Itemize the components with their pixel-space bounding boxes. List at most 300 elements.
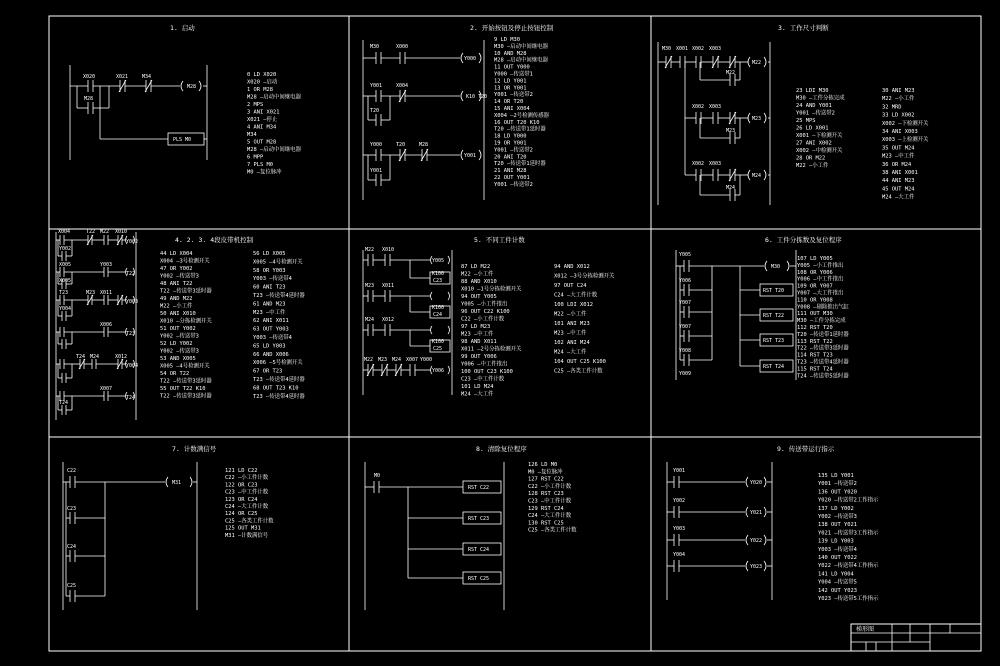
p5-coil: K100 (432, 271, 445, 277)
p9-contact: Y001 (673, 468, 686, 474)
instruction-line: X010 —分拣检测开关 (160, 318, 212, 325)
instruction-line: Y001 —传送带2 (818, 481, 857, 488)
instruction-line: 0 LD X020 (247, 72, 277, 78)
instruction-line: 107 LD Y005 (797, 256, 833, 262)
p2-contact: Y001 (370, 168, 383, 174)
p2-contact: T20 (370, 108, 380, 114)
p4-contact: X006 (100, 322, 113, 328)
instruction-line: 67 OR T23 (253, 368, 283, 375)
instruction-line: 110 OR Y008 (797, 297, 833, 304)
p6-coil: RST T24 (763, 364, 785, 370)
panel-4-ladder (56, 232, 139, 420)
p4-contact: X005 (59, 262, 72, 268)
instruction-line: X020 —启动 (247, 79, 278, 86)
instruction-line: X012 —3号分拣检测开关 (554, 273, 615, 280)
instruction-line: 44 LD X004 (160, 251, 193, 257)
p7-coil: M31 (172, 480, 182, 486)
p2-coil: Y001 (464, 153, 477, 159)
instruction-line: 142 OUT Y023 (818, 587, 857, 594)
instruction-line: 97 LD M23 (461, 324, 491, 330)
instruction-line: Y022 —传送带4工作指示 (818, 563, 879, 570)
p4-coil: Y002 (126, 239, 139, 245)
instruction-line: X006 —5号检测开关 (253, 360, 303, 367)
p4-instruction-list (253, 251, 305, 400)
instruction-line: 68 OUT T23 K10 (253, 385, 299, 392)
p2-contact: X000 (396, 44, 409, 50)
instruction-line: M34 (247, 132, 257, 138)
p2-contact: Y000 (370, 142, 383, 148)
instruction-line: 115 RST T24 (797, 366, 833, 373)
p4-contact: T24 (76, 354, 86, 360)
p4-contact: X012 (115, 354, 128, 360)
instruction-line: C23 —中工件计数 (225, 489, 269, 496)
instruction-line: X004 —2号检测传感器 (494, 112, 550, 119)
instruction-line: M31 —计数满信号 (225, 532, 269, 539)
instruction-line: 114 RST T23 (797, 352, 833, 359)
p9-coil: Y020 (750, 480, 763, 486)
instruction-line: 113 RST T22 (797, 338, 833, 345)
instruction-line: Y000 —传送带1 (494, 71, 533, 78)
p3-contact: X003 (709, 104, 722, 110)
p5-coil: C25 (433, 346, 443, 352)
instruction-line: Y002 —传送带3 (818, 514, 857, 520)
p6-contact: Y008 (679, 348, 692, 354)
p4-contact: X005 (59, 278, 72, 284)
instruction-line: X011 —2号分拣检测开关 (461, 346, 522, 353)
p3-instruction-list (882, 88, 929, 201)
p3-coil: M23 (752, 116, 762, 122)
instruction-line: C22 —小工件计数 (461, 316, 505, 323)
p5-instruction-list (554, 264, 615, 375)
p2-coil: K10 T20 (466, 94, 488, 100)
p2-contact: M28 (419, 142, 429, 148)
p3-contact: X002 (692, 161, 705, 167)
p4-contact: M22 (100, 229, 110, 235)
instruction-line: 124 OR C25 (225, 511, 258, 518)
instruction-line: 94 OUT Y005 (461, 294, 497, 300)
instruction-line: 18 LD Y000 (494, 133, 527, 140)
p5-coil: K100 (432, 305, 445, 311)
instruction-line: 63 OUT Y003 (253, 326, 289, 333)
instruction-line: T23 —传送带4延时器 (253, 293, 305, 299)
p7-instruction-list (225, 468, 274, 539)
instruction-line: M28 —启动中间继电器 (494, 57, 548, 64)
instruction-line: C25 —各类工件计数 (554, 368, 603, 375)
instruction-line: M28 —启动中间继电器 (247, 147, 301, 153)
instruction-line: 47 OR Y002 (160, 266, 193, 272)
p4-contact: M23 (86, 290, 96, 296)
instruction-line: M23 —中工件 (461, 331, 494, 338)
instruction-line: Y003 —传送带4 (253, 276, 292, 283)
instruction-line: X005 —4号检测开关 (253, 259, 303, 266)
instruction-line: 14 OR T20 (494, 99, 524, 106)
p8-coil: RST C23 (468, 516, 490, 522)
p5-contact: M24 (365, 317, 375, 323)
instruction-line: M22 —小工件 (882, 96, 915, 103)
p2-contact: M30 (370, 44, 380, 50)
instruction-line: 1 OR M28 (247, 87, 273, 93)
p9-contact: Y002 (673, 498, 686, 504)
instruction-line: 56 LD X005 (253, 251, 286, 257)
instruction-line: 32 MRD (882, 104, 902, 111)
p9-coil: Y021 (750, 510, 763, 516)
p9-coil: Y022 (750, 538, 763, 544)
p6-contact: Y007 (679, 324, 692, 330)
instruction-line: 26 LD X001 (796, 125, 829, 132)
instruction-line: Y002 —传送带3 (160, 273, 199, 280)
p4-contact: Y004 (59, 306, 72, 312)
p3-coil: M24 (752, 173, 762, 179)
p4-coil: T22 (126, 271, 136, 277)
p4-contact: X007 (100, 386, 113, 392)
instruction-line: M22 —小工件 (796, 163, 829, 169)
instruction-line: M28 —启动中间继电器 (247, 94, 301, 101)
p6-coil: RST T23 (763, 338, 785, 344)
instruction-line: C23 —中工件计数 (528, 498, 572, 505)
p4-instruction-list (160, 251, 212, 400)
instruction-line: C25 —各类工件计数 (225, 518, 274, 525)
p7-contact: C22 (67, 468, 77, 474)
p6-coil: RST T22 (763, 313, 785, 319)
p5-coil: C23 (433, 278, 443, 284)
instruction-line: 141 LD Y004 (818, 571, 854, 578)
instruction-line: 11 OUT Y000 (494, 64, 530, 71)
p5-contact: M24 (392, 357, 402, 363)
instruction-line: Y006 —中工件推出 (797, 276, 844, 283)
instruction-line: T22 —传送带3延时器 (160, 393, 212, 400)
instruction-line: T23 —传送带4延时器 (797, 359, 849, 366)
instruction-line: Y003 —传送带4 (818, 546, 857, 553)
instruction-line: 127 RST C22 (528, 476, 564, 483)
instruction-line: X001 —下检测开关 (796, 133, 843, 139)
p6-coil: RST T20 (763, 288, 785, 294)
instruction-line: M23 —中工件 (253, 309, 286, 316)
instruction-line: T24 —传送带5延时器 (797, 373, 849, 380)
p1-contact: M34 (142, 74, 152, 80)
instruction-line: Y006 —中工件推出 (461, 361, 508, 368)
instruction-line: 55 OUT T22 K10 (160, 386, 206, 392)
instruction-line: 28 OR M22 (796, 155, 826, 162)
instruction-line: 58 OR Y003 (253, 267, 286, 274)
instruction-line: 12 LD Y001 (494, 78, 527, 85)
instruction-line: 112 RST T20 (797, 325, 833, 331)
instruction-line: Y008 —剔除推出气缸 (797, 304, 849, 311)
p5-coil: C24 (433, 312, 443, 318)
instruction-line: 16 OUT T20 K10 (494, 119, 540, 126)
instruction-line: 98 AND X011 (461, 339, 497, 345)
instruction-line: 49 AND M22 (160, 296, 193, 302)
instruction-line: M0 —复位脉冲 (247, 169, 282, 176)
instruction-line: 52 LD Y002 (160, 341, 193, 347)
p7-contact: C25 (67, 583, 77, 589)
instruction-line: 5 OUT M28 (247, 139, 277, 146)
instruction-line: 140 OUT Y022 (818, 555, 857, 561)
instruction-line: 62 ANI X011 (253, 318, 289, 325)
instruction-line: 135 LD Y001 (818, 473, 854, 479)
instruction-line: X005 —4号检测开关 (160, 363, 210, 370)
instruction-line: C22 —小工件计数 (225, 475, 269, 482)
instruction-line: X002 —中检测开关 (796, 148, 843, 154)
p3-contact: X002 (692, 104, 705, 110)
p3-contact: M24 (726, 185, 736, 191)
instruction-line: T23 —传送带4延时器 (253, 393, 305, 400)
instruction-line: 33 LD X002 (882, 112, 915, 119)
instruction-line: 45 OUT M24 (882, 186, 915, 193)
instruction-line: 51 OUT Y002 (160, 326, 196, 332)
instruction-line: Y007 —大工件推出 (797, 290, 844, 297)
instruction-line: Y021 —传送带3工作指示 (818, 530, 879, 537)
instruction-line: Y005 —小工件推出 (461, 301, 508, 308)
instruction-line: Y004 —传送带5 (818, 579, 857, 586)
instruction-line: 100 LDI X012 (554, 302, 593, 308)
instruction-line: 100 OUT C23 K100 (461, 369, 513, 375)
p3-instruction-list (796, 88, 845, 169)
p5-contact: M23 (378, 357, 388, 363)
p3-contact: X003 (709, 161, 722, 167)
p8-coil: RST C22 (468, 485, 490, 491)
p3-contact: M30 (662, 46, 672, 52)
instruction-line: C24 —大工件计数 (528, 513, 572, 520)
instruction-line: 23 LDI M30 (796, 88, 829, 94)
instruction-line: T22 —传送带3延时器 (797, 345, 849, 352)
p2-instruction-list (494, 37, 550, 188)
p4-coil: T24 (126, 395, 136, 401)
instruction-line: 94 AND X012 (554, 264, 590, 270)
instruction-line: 61 AND M23 (253, 301, 286, 308)
instruction-line: 137 LD Y002 (818, 505, 854, 512)
p2-coil: Y000 (464, 56, 477, 62)
instruction-line: 96 OUT C22 K100 (461, 309, 510, 315)
instruction-line: 125 OUT M31 (225, 525, 261, 532)
instruction-line: Y001 —传送带2 (494, 147, 533, 154)
instruction-line: 9 LD M30 (494, 37, 520, 43)
p6-contact: Y006 (679, 278, 692, 284)
instruction-line: 36 OR M24 (882, 161, 912, 168)
instruction-line: 6 MPP (247, 154, 264, 161)
instruction-line: T22 —传送带3延时器 (160, 288, 212, 295)
panel-3-ladder (658, 42, 770, 205)
instruction-line: 104 OUT C25 K100 (554, 359, 606, 365)
instruction-line: 30 ANI M23 (882, 88, 915, 94)
instruction-line: C24 —大工件计数 (554, 292, 598, 299)
instruction-line: 99 OUT Y006 (461, 354, 497, 360)
instruction-line: 19 OR Y001 (494, 140, 527, 147)
p3-contact: M23 (726, 128, 736, 134)
p1-instruction-list (247, 72, 302, 176)
instruction-line: C25 —各类工件计数 (528, 527, 577, 534)
p1-coil: PLS M0 (173, 137, 192, 143)
p2-contact: T20 (396, 142, 406, 148)
p9-contact: Y004 (673, 552, 686, 558)
p1-contact: X021 (116, 74, 129, 80)
p4-coil: Y004 (126, 363, 139, 369)
p6-contact: Y007 (679, 300, 692, 306)
panel-title-4: 4. 2. 3. 4段皮带机控制 (175, 236, 254, 244)
instruction-line: Y005 —小工件推出 (797, 262, 844, 269)
instruction-line: Y001 —传送带2 (796, 110, 835, 117)
instruction-line: T20 —传送带1延时器 (797, 331, 849, 338)
instruction-line: Y002 —传送带3 (160, 333, 199, 340)
instruction-line: 38 ANI X001 (882, 170, 918, 176)
instruction-line: M23 —中工件 (554, 330, 587, 337)
p8-instruction-list (528, 462, 577, 534)
p4-contact: M24 (90, 354, 100, 360)
instruction-line: M24 —大工件 (882, 194, 915, 201)
instruction-line: 129 RST C24 (528, 505, 564, 512)
panel-title-7: 7. 计数满信号 (172, 445, 217, 453)
instruction-line: M22 —小工件 (554, 311, 587, 318)
instruction-line: 123 OR C24 (225, 496, 258, 503)
panel-2-ladder (363, 40, 484, 200)
instruction-line: 87 LD M22 (461, 264, 491, 270)
instruction-line: C22 —小工件计数 (528, 483, 572, 490)
instruction-line: 53 AND X005 (160, 356, 196, 362)
instruction-line: T22 —传送带3延时器 (160, 378, 212, 385)
p5-contact: Y000 (420, 357, 433, 363)
p2-contact: X004 (396, 83, 409, 89)
panel-title-1: 1. 启动 (170, 24, 195, 32)
instruction-line: 44 ANI M23 (882, 178, 915, 185)
instruction-line: 101 LD M24 (461, 384, 494, 390)
p3-contact: X001 (676, 46, 689, 52)
instruction-line: 122 OR C23 (225, 482, 258, 489)
panel-title-6: 6. 工件分拣数及复位程序 (765, 236, 842, 244)
p4-coil: T23 (126, 331, 136, 337)
instruction-line: 66 AND X006 (253, 351, 289, 358)
instruction-line: C24 —大工件计数 (225, 504, 269, 510)
instruction-line: Y023 —传送带5工作指示 (818, 596, 879, 602)
instruction-line: M0 —复位脉冲 (528, 469, 563, 476)
instruction-line: M22 —小工件 (160, 303, 193, 310)
p5-contact: M22 (365, 247, 375, 253)
p5-instruction-list (461, 264, 522, 398)
p5-coil: Y006 (432, 368, 445, 374)
p6-coil: M30 (771, 264, 781, 270)
instruction-line: 97 OUT C24 (554, 283, 587, 289)
p8-coil: RST C25 (468, 576, 490, 582)
instruction-line: 139 LD Y003 (818, 538, 854, 545)
instruction-line: M30 —工件分拣完成 (797, 318, 846, 325)
instruction-line: 2 MPS (247, 102, 264, 108)
instruction-line: X004 —3号检测开关 (160, 258, 210, 265)
p7-contact: C23 (67, 506, 77, 512)
p4-contact: T24 (59, 400, 69, 406)
instruction-line: 7 PLS M0 (247, 162, 273, 168)
instruction-line: 88 AND X010 (461, 279, 497, 285)
instruction-line: 13 OR Y001 (494, 85, 527, 92)
p3-coil: M22 (752, 60, 762, 66)
instruction-line: 54 OR T22 (160, 371, 190, 377)
instruction-line: Y001 —传送带2 (494, 92, 533, 99)
instruction-line: M30 —启动中间继电器 (494, 43, 548, 50)
instruction-line: 50 ANI X010 (160, 311, 196, 317)
p5-coil: Y005 (432, 258, 445, 264)
instruction-line: 10 AND M28 (494, 50, 527, 57)
p1-coil: M28 (187, 84, 197, 90)
p5-contact: X010 (382, 247, 395, 253)
instruction-line: X002 —下检测开关 (882, 120, 929, 127)
p5-coil: K100 (432, 339, 445, 345)
instruction-line: 65 LD Y003 (253, 343, 286, 350)
p4-contact: X004 (58, 229, 71, 235)
p5-contact: M23 (365, 283, 375, 289)
title-block-cell: 梯形图 (856, 626, 875, 633)
panel-title-9: 9. 传送带运行指示 (777, 445, 835, 453)
instruction-line: 27 ANI X002 (796, 140, 832, 147)
instruction-line: C23 —中工件计数 (461, 376, 505, 383)
instruction-line: M23 —中工件 (882, 153, 915, 160)
panel-title-8: 8. 清除复位程序 (476, 445, 527, 453)
instruction-line: 15 ANI X004 (494, 106, 530, 112)
instruction-line: 130 RST C25 (528, 520, 564, 527)
instruction-line: 25 MPS (796, 118, 816, 124)
instruction-line: M22 —小工件 (461, 271, 494, 278)
p5-contact: X012 (382, 317, 395, 323)
instruction-line: 138 OUT Y021 (818, 522, 857, 529)
instruction-line: 48 ANI T22 (160, 281, 193, 287)
instruction-line: M24 —大工件 (461, 391, 494, 398)
instruction-line: 108 OR Y006 (797, 269, 833, 276)
instruction-line: 126 LD M0 (528, 462, 558, 468)
p5-contact: X007 (406, 357, 419, 363)
instruction-line: Y020 —传送带2工作指示 (818, 497, 879, 504)
instruction-line: 24 AND Y001 (796, 103, 832, 109)
instruction-line: 109 OR Y007 (797, 283, 833, 290)
p8-coil: RST C24 (468, 547, 490, 553)
p3-contact: X003 (709, 46, 722, 52)
instruction-line: 22 OUT Y001 (494, 175, 530, 181)
p1-contact: M28 (84, 96, 94, 102)
p5-contact: X011 (382, 283, 395, 289)
instruction-line: 20 ANI T20 (494, 154, 527, 161)
p4-contact: X011 (100, 290, 113, 296)
instruction-line: X003 —上检测开关 (882, 137, 929, 144)
panel-title-5: 5. 不同工件计数 (474, 236, 525, 244)
p9-contact: Y003 (673, 526, 686, 532)
p1-contact: X020 (83, 74, 96, 80)
instruction-line: Y001 —传送带2 (494, 181, 533, 188)
p7-contact: C24 (67, 544, 77, 550)
p4-coil: Y003 (126, 299, 139, 305)
instruction-line: 101 ANI M23 (554, 321, 590, 327)
p8-contact: M0 (374, 473, 381, 479)
instruction-line: 3 ANI X021 (247, 109, 280, 116)
p4-contact: Y002 (59, 246, 72, 252)
instruction-line: 21 ANI M28 (494, 168, 527, 175)
instruction-line: 121 LD C22 (225, 468, 258, 474)
instruction-line: M30 —工件分拣完成 (796, 95, 845, 102)
instruction-line: X021 —停止 (247, 117, 278, 123)
p3-contact: X002 (692, 46, 705, 52)
p6-instruction-list (797, 256, 849, 379)
p6-contact: Y005 (679, 252, 692, 258)
instruction-line: Y002 —传送带3 (160, 348, 199, 355)
p9-instruction-list (818, 473, 879, 602)
p2-contact: Y001 (370, 83, 383, 89)
instruction-line: T20 —传送带1延时器 (494, 161, 546, 168)
panel-title-3: 3. 工作尺寸判断 (778, 24, 829, 32)
instruction-line: M24 —大工件 (554, 349, 587, 356)
p4-contact: T22 (86, 229, 96, 235)
instruction-line: 60 ANI T23 (253, 284, 286, 291)
instruction-line: 35 OUT M24 (882, 145, 915, 152)
p4-contact: X010 (115, 229, 128, 235)
p5-contact: M22 (364, 357, 374, 363)
instruction-line: 111 OUT M30 (797, 311, 833, 318)
instruction-line: 136 OUT Y020 (818, 489, 857, 496)
instruction-line: 128 RST C23 (528, 491, 564, 498)
instruction-line: 4 ANI M34 (247, 124, 277, 131)
